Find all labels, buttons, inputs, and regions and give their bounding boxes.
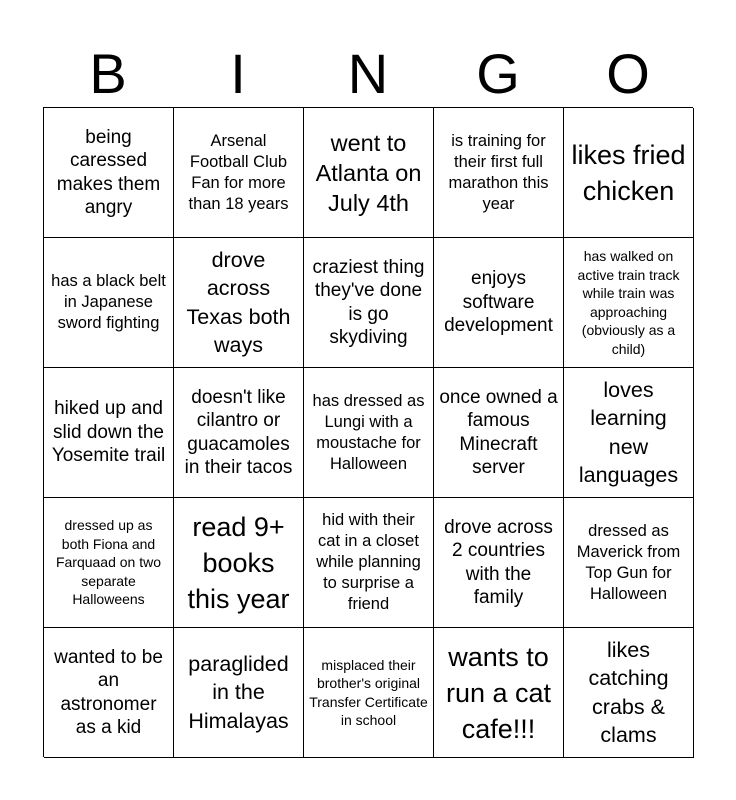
- cell-text: has walked on active train track while train was approaching (obviously as a child): [577, 248, 680, 357]
- bingo-cell[interactable]: [304, 628, 434, 758]
- cell-text: misplaced their brother's original Transfer Certificate in school: [309, 656, 428, 728]
- bingo-grid: [43, 107, 693, 757]
- cell-text: wanted to be an astronomer as a kid: [54, 646, 163, 738]
- bingo-cell[interactable]: [44, 238, 174, 368]
- cell-text: doesn't like cilantro or guacamoles in their tacos: [184, 386, 293, 478]
- bingo-cell[interactable]: [174, 628, 304, 758]
- header-letter-o: O: [606, 42, 650, 105]
- bingo-cell[interactable]: [304, 498, 434, 628]
- bingo-cell[interactable]: [174, 498, 304, 628]
- cell-text: likes fried chicken: [571, 139, 686, 206]
- cell-text: dressed up as both Fiona and Farquaad on two separate Halloweens: [55, 517, 162, 608]
- cell-text: has dressed as Lungi with a moustache for Halloween: [312, 391, 425, 473]
- header-letter-g: G: [476, 42, 520, 105]
- bingo-cell[interactable]: [434, 628, 564, 758]
- bingo-cell[interactable]: [44, 108, 174, 238]
- cell-text: once owned a famous Minecraft server: [439, 386, 558, 478]
- cell-text: dressed as Maverick from Top Gun for Halloween: [576, 521, 681, 603]
- cell-text: Arsenal Football Club Fan for more than 18 years: [188, 131, 289, 213]
- bingo-cell[interactable]: [44, 368, 174, 498]
- cell-text: drove across Texas both ways: [186, 247, 291, 357]
- bingo-cell[interactable]: [44, 628, 174, 758]
- cell-text: likes catching crabs & clams: [588, 637, 669, 747]
- bingo-cell[interactable]: [304, 108, 434, 238]
- cell-text: enjoys software development: [444, 268, 553, 337]
- bingo-cell[interactable]: [564, 498, 694, 628]
- cell-text: hid with their cat in a closet while planning to surprise a friend: [316, 511, 421, 613]
- bingo-cell[interactable]: [434, 498, 564, 628]
- cell-text: read 9+ books this year: [187, 511, 290, 614]
- header-letter-n: N: [347, 42, 389, 105]
- cell-text: hiked up and slid down the Yosemite trail: [51, 398, 166, 467]
- cell-text: being caressed makes them angry: [56, 126, 161, 218]
- bingo-cell[interactable]: [434, 238, 564, 368]
- bingo-cell[interactable]: [44, 498, 174, 628]
- bingo-cell[interactable]: [174, 108, 304, 238]
- bingo-cell[interactable]: [304, 368, 434, 498]
- cell-text: craziest thing they've done is go skydiving: [312, 256, 425, 348]
- cell-text: has a black belt in Japanese sword fighting: [51, 272, 166, 332]
- cell-text: loves learning new languages: [578, 377, 679, 487]
- cell-text: is training for their first full marathon this year: [448, 131, 549, 213]
- bingo-cell[interactable]: [434, 368, 564, 498]
- cell-text: wants to run a cat cafe!!!: [445, 641, 552, 744]
- bingo-header: [43, 40, 693, 108]
- bingo-cell[interactable]: [304, 238, 434, 368]
- header-letter-i: I: [230, 42, 246, 105]
- bingo-cell[interactable]: [434, 108, 564, 238]
- bingo-cell[interactable]: [174, 368, 304, 498]
- cell-text: went to Atlanta on July 4th: [315, 129, 422, 216]
- cell-text: drove across 2 countries with the family: [444, 516, 553, 608]
- bingo-cell[interactable]: [564, 368, 694, 498]
- header-letter-b: B: [89, 42, 127, 105]
- bingo-cell[interactable]: [564, 108, 694, 238]
- cell-text: paraglided in the Himalayas: [188, 651, 289, 733]
- bingo-cell[interactable]: [564, 238, 694, 368]
- bingo-cell[interactable]: [174, 238, 304, 368]
- bingo-cell[interactable]: [564, 628, 694, 758]
